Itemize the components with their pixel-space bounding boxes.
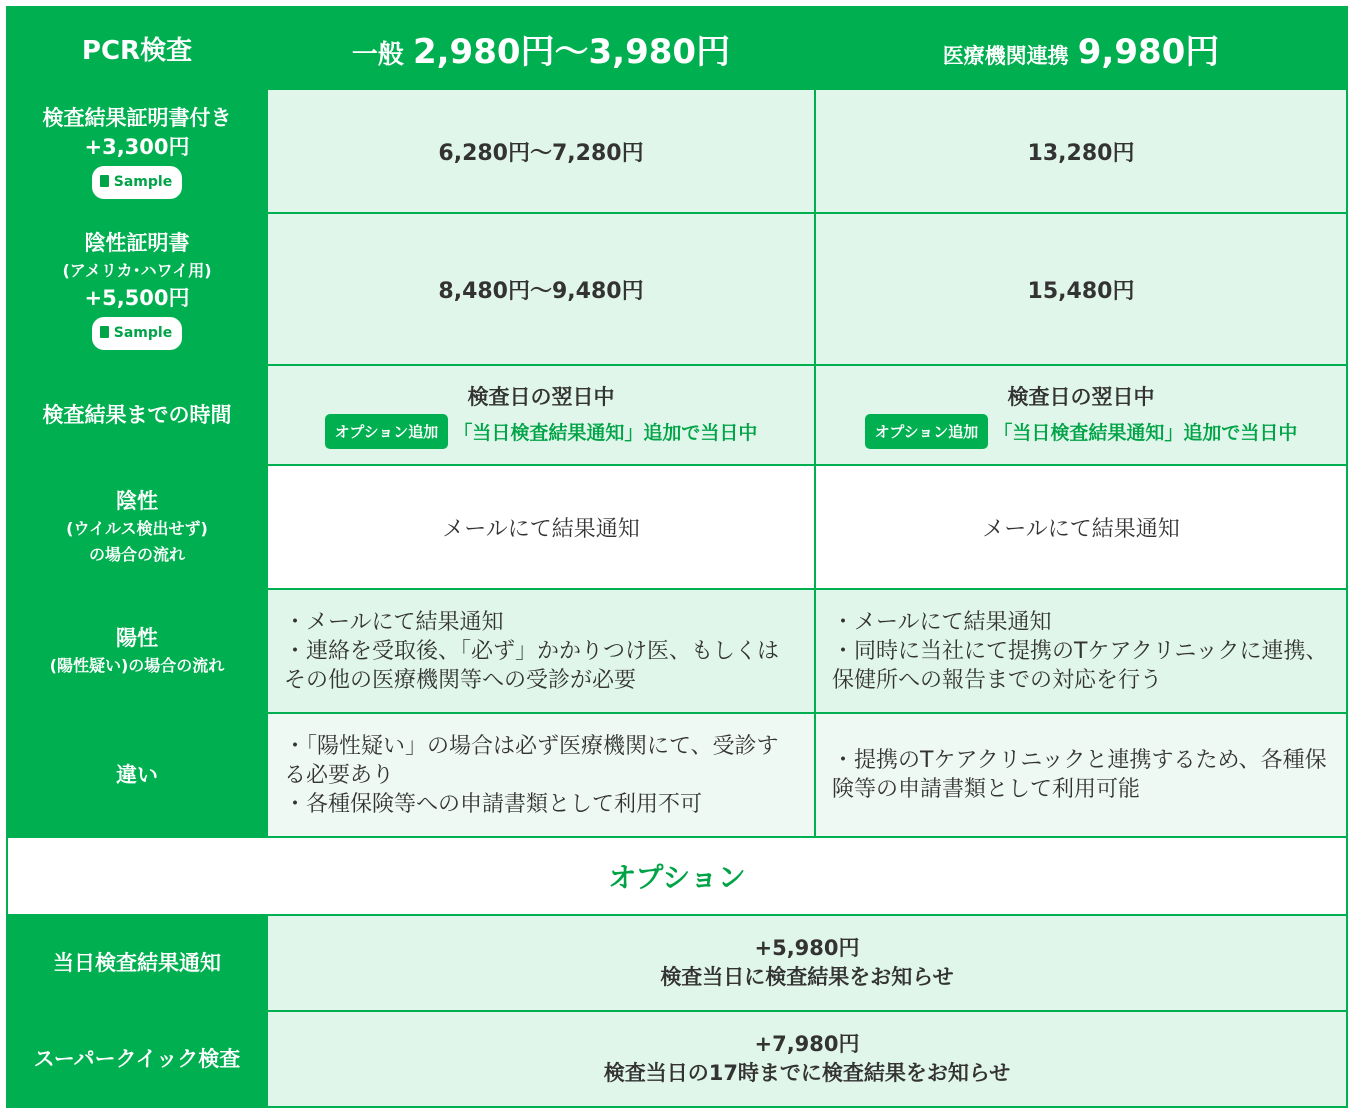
option-value-cell <box>267 915 1347 1011</box>
difference-partner-line1: ・提携のTケアクリニックと連携するため、各種保険等の申請書類として利用可能 <box>832 748 1327 802</box>
sample-label: Sample <box>113 324 173 341</box>
certificate-row <box>7 89 1347 213</box>
negative-flow-partner: メールにて結果通知 <box>815 465 1347 589</box>
negative-certificate-partner-price: 15,480円 <box>815 213 1347 365</box>
difference-label: 違い <box>7 713 267 837</box>
test-name-cell <box>7 7 267 89</box>
option-label: スーパークイック検査 <box>7 1011 267 1107</box>
positive-flow-row <box>7 589 1347 713</box>
time-general-main: 検査日の翌日中 <box>467 385 615 409</box>
difference-general-line2: ・各種保険等への申請書類として利用不可 <box>284 791 703 817</box>
option-row <box>7 1011 1347 1107</box>
option-value-cell <box>267 1011 1347 1107</box>
certificate-sample-button[interactable] <box>92 166 182 199</box>
sample-label: Sample <box>113 173 173 190</box>
time-row <box>7 365 1347 465</box>
test-name: PCR検査 <box>81 35 193 66</box>
negative-flow-label: 陰性 <box>116 488 158 513</box>
positive-flow-label-cell <box>7 589 267 713</box>
option-description: 検査当日の17時までに検査結果をお知らせ <box>603 1061 1011 1085</box>
negative-flow-row <box>7 465 1347 589</box>
options-section-row <box>7 837 1347 915</box>
difference-general-cell <box>267 713 815 837</box>
positive-flow-general-line2: ・連絡を受取後、「必ず」かかりつけ医、もしくはその他の医療機関等への受診が必要 <box>284 638 780 693</box>
certificate-general-price: 6,280円〜7,280円 <box>267 89 815 213</box>
general-price: 2,980円〜3,980円 <box>412 31 731 72</box>
negative-certificate-label: 陰性証明書 <box>84 230 190 255</box>
document-icon <box>100 175 109 187</box>
partner-price: 9,980円 <box>1077 31 1220 72</box>
option-add-badge: オプション追加 <box>865 414 989 449</box>
positive-flow-partner-line1: ・メールにて結果通知 <box>832 609 1052 635</box>
negative-flow-general: メールにて結果通知 <box>267 465 815 589</box>
difference-general-line1: ・「陽性疑い」の場合は必ず医療機関にて、受診する必要あり <box>284 733 779 788</box>
time-partner-main: 検査日の翌日中 <box>1007 385 1155 409</box>
header-row <box>7 7 1347 89</box>
positive-flow-partner-line2: ・同時に当社にて提携のTケアクリニックに連携、保健所への報告までの対応を行う <box>832 638 1328 693</box>
time-partner-cell <box>815 365 1347 465</box>
options-section-title: オプション <box>7 837 1347 915</box>
negative-certificate-addon: +5,500円 <box>84 285 190 310</box>
negative-certificate-row <box>7 213 1347 365</box>
negative-flow-label-cell <box>7 465 267 589</box>
positive-flow-general-line1: ・メールにて結果通知 <box>284 609 504 635</box>
positive-flow-partner-cell <box>815 589 1347 713</box>
option-add-text: 「当日検査結果通知」追加で当日中 <box>993 422 1298 444</box>
option-description: 検査当日に検査結果をお知らせ <box>660 965 954 989</box>
certificate-label: 検査結果証明書付き <box>42 105 232 130</box>
difference-row <box>7 713 1347 837</box>
document-icon <box>100 326 109 338</box>
difference-partner-cell <box>815 713 1347 837</box>
negative-flow-sub2: の場合の流れ <box>88 544 185 564</box>
negative-certificate-general-price: 8,480円〜9,480円 <box>267 213 815 365</box>
negative-certificate-sample-button[interactable] <box>92 317 182 350</box>
option-add-text: 「当日検査結果通知」追加で当日中 <box>453 422 758 444</box>
certificate-label-cell <box>7 89 267 213</box>
option-price: +7,980円 <box>754 1032 860 1056</box>
positive-flow-label: 陽性 <box>116 625 158 650</box>
option-row <box>7 915 1347 1011</box>
general-prefix: 一般 <box>351 39 404 70</box>
positive-flow-general-cell <box>267 589 815 713</box>
negative-certificate-sub: (アメリカ･ハワイ用) <box>62 260 212 280</box>
pricing-table <box>6 6 1348 1108</box>
option-price: +5,980円 <box>754 936 860 960</box>
time-general-cell <box>267 365 815 465</box>
partner-plan-header <box>815 7 1347 89</box>
option-label: 当日検査結果通知 <box>7 915 267 1011</box>
certificate-addon: +3,300円 <box>84 134 190 159</box>
negative-flow-sub1: (ウイルス検出せず) <box>66 518 208 538</box>
certificate-partner-price: 13,280円 <box>815 89 1347 213</box>
general-plan-header <box>267 7 815 89</box>
partner-prefix: 医療機関連携 <box>942 43 1069 68</box>
negative-certificate-label-cell <box>7 213 267 365</box>
time-label: 検査結果までの時間 <box>7 365 267 465</box>
option-add-badge: オプション追加 <box>325 414 449 449</box>
positive-flow-sub: (陽性疑い)の場合の流れ <box>49 655 225 675</box>
